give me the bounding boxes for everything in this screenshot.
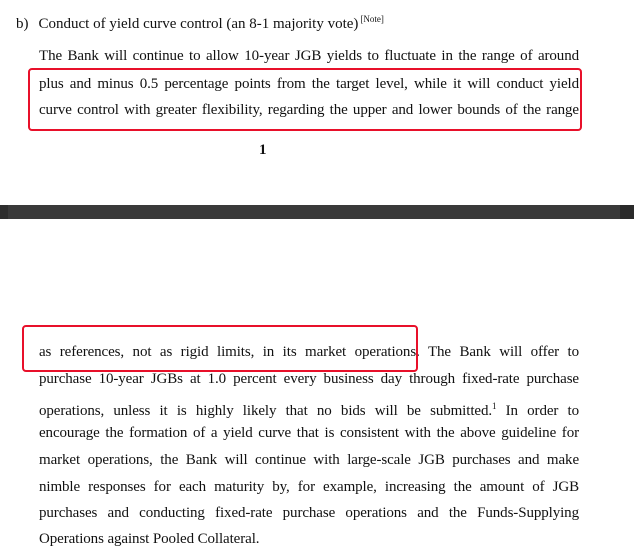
note-reference: [Note] [360, 14, 384, 24]
paragraph-line-continued-2: purchase 10-year JGBs at 1.0 percent every business day through fixed-rate purchase [39, 371, 579, 387]
paragraph-line-continued-6: nimble responses for each maturity by, for example, increasing the amount of JGB [39, 479, 579, 495]
divider-shade-right [620, 205, 634, 219]
paragraph-line-2: plus and minus 0.5 percentage points from the target level, while it will conduct yield [39, 76, 579, 92]
page-number: 1 [259, 142, 267, 158]
section-label: b) [16, 16, 29, 32]
highlighted-text: as references, not as rigid limits, in its market operations. [39, 344, 420, 360]
continued-text: The Bank will offer to [427, 344, 579, 360]
divider-shade-left [0, 205, 8, 219]
paragraph-line-continued-8: Operations against Pooled Collateral. [39, 531, 260, 547]
footnote-marker: 1 [492, 401, 497, 411]
highlight-box-top [28, 68, 582, 131]
line3-text-a: operations, unless it is highly likely that no bids will be submitted. [39, 403, 492, 419]
paragraph-line-continued-7: purchases and conducting fixed-rate purchase operations and the Funds-Supplying [39, 505, 579, 521]
paragraph-line-3: curve control with greater flexibility, regarding the upper and lower bounds of the range [39, 102, 579, 118]
section-title: Conduct of yield curve control (an 8-1 majority vote) [38, 16, 359, 32]
highlight-box-bottom [22, 325, 418, 372]
paragraph-line-continued-4: encourage the formation of a yield curve that is consistent with the above guideline for [39, 425, 579, 441]
page-break-divider [0, 205, 634, 219]
document-page-top [0, 0, 634, 205]
section-heading [16, 10, 384, 33]
paragraph-line-1: The Bank will continue to allow 10-year JGB yields to fluctuate in the range of around [39, 48, 579, 64]
paragraph-line-continued-5: market operations, the Bank will continue with large-scale JGB purchases and make [39, 452, 579, 468]
paragraph-line-continued-3 [39, 397, 579, 420]
document-page-bottom [0, 219, 634, 560]
line3-text-b: In order to [505, 403, 579, 419]
